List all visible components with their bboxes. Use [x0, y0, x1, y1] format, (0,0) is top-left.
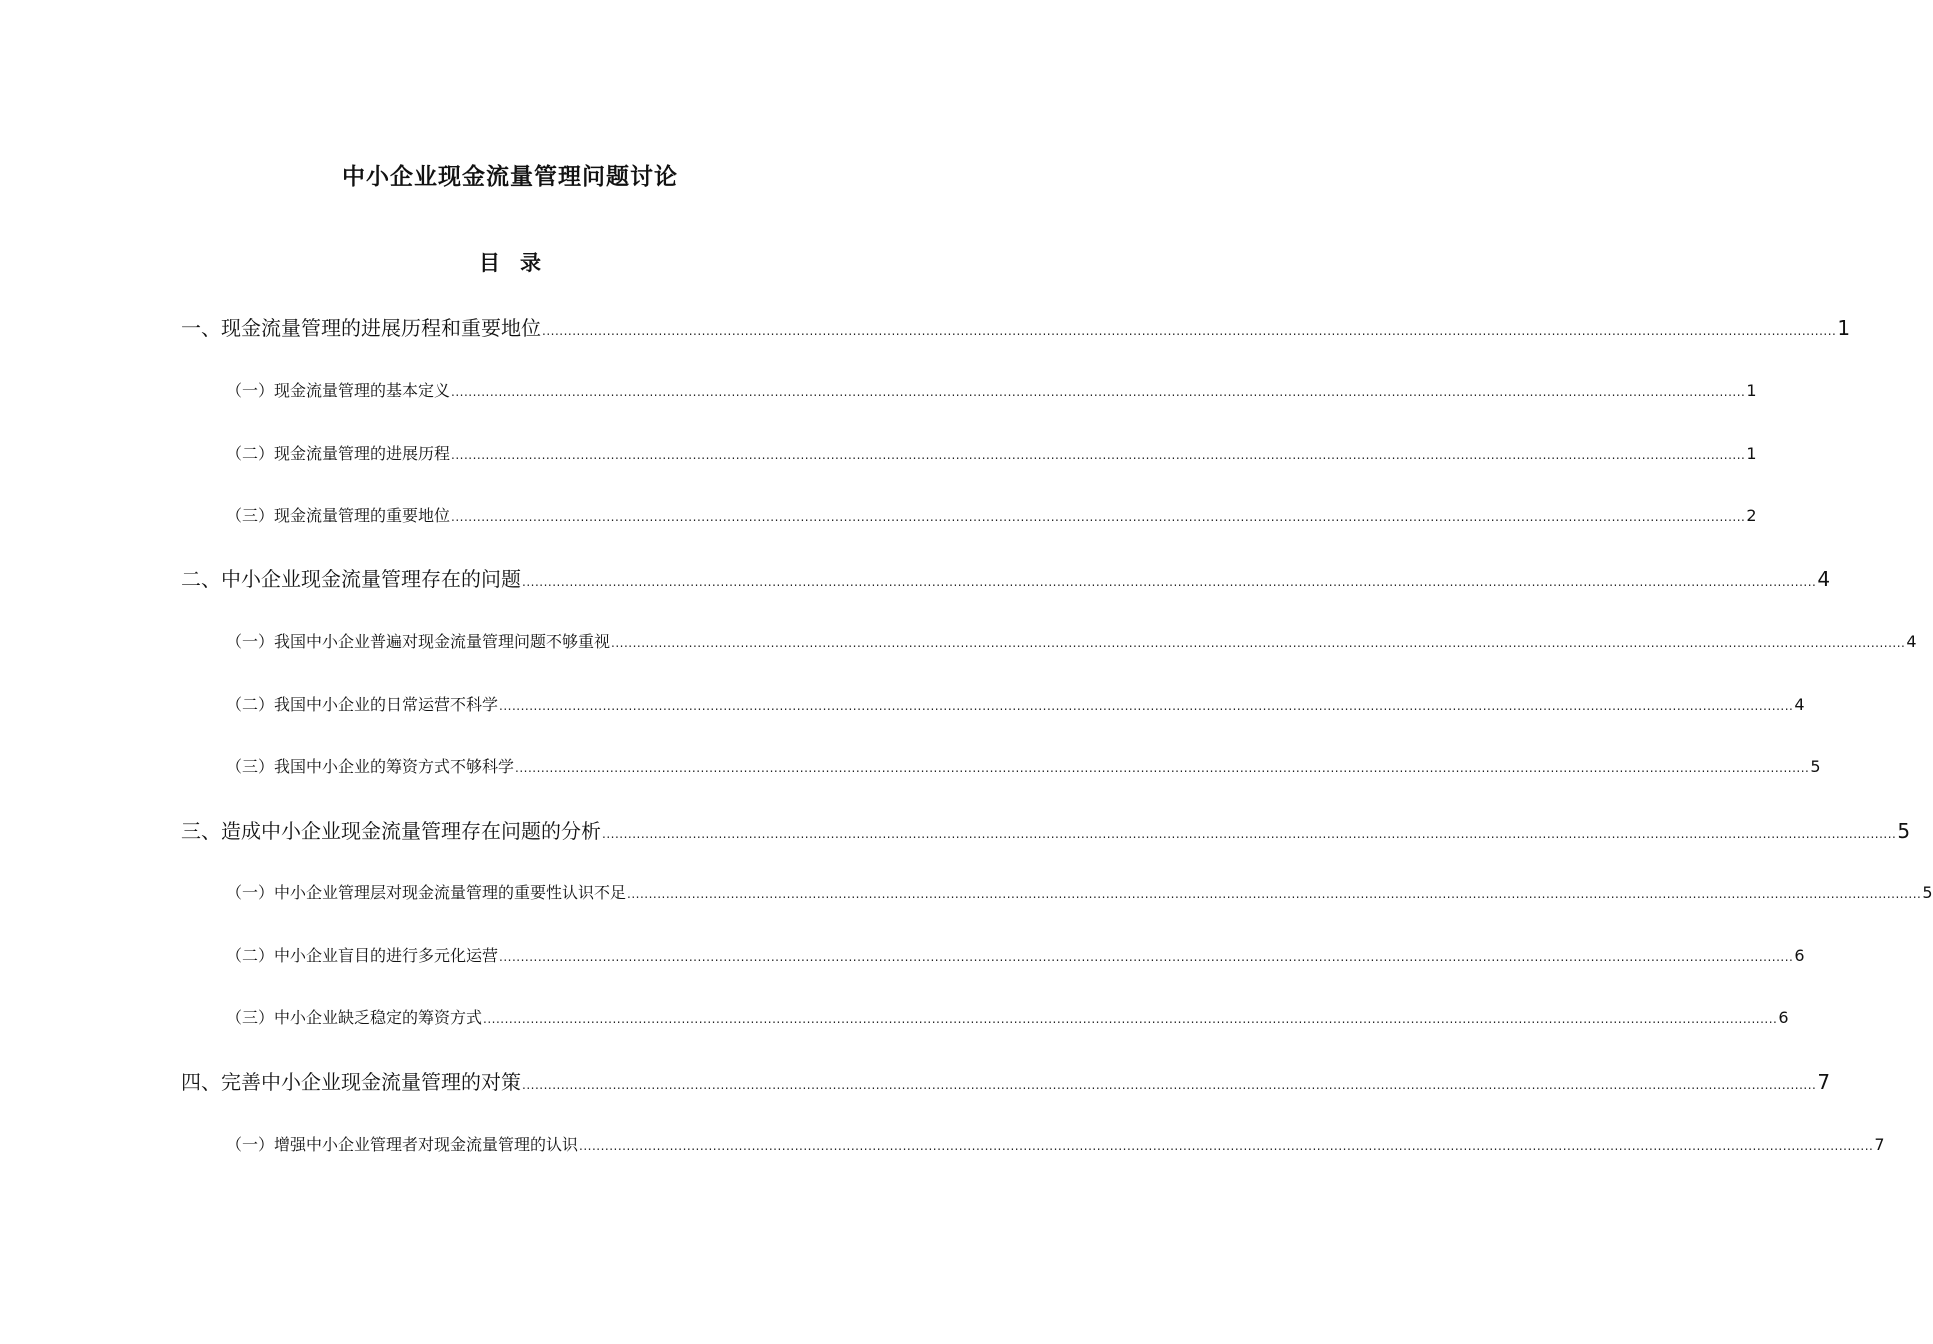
toc-leader-dots: ............................................................................................................................................................................................................................................................................................................: [451, 510, 1746, 524]
toc-entry-page: 6: [1778, 1008, 1789, 1027]
toc-leader-dots: ............................................................................................................................................................................................................................................................................................................: [451, 448, 1746, 462]
toc-entry: [226, 692, 1805, 715]
toc-entry: [181, 815, 1911, 844]
toc-entry-page: 1: [1746, 381, 1757, 400]
toc-entry: [181, 563, 1831, 592]
toc-entry: [226, 880, 1933, 903]
toc-entry-page: 1: [1746, 444, 1757, 463]
toc-entry-text: （一）现金流量管理的基本定义: [226, 381, 451, 400]
toc-entry: [226, 1005, 1789, 1028]
toc-entry: [181, 312, 1851, 341]
toc-entry: [226, 754, 1821, 777]
toc-entry: [226, 503, 1757, 526]
toc-leader-dots: ............................................................................................................................................................................................................................................................................................................: [611, 636, 1906, 650]
toc-entry-page: 4: [1817, 567, 1831, 591]
toc-leader-dots: ............................................................................................................................................................................................................................................................................................................: [515, 761, 1810, 775]
toc-entry-text: （一）增强中小企业管理者对现金流量管理的认识: [226, 1135, 579, 1154]
toc-leader-dots: ............................................................................................................................................................................................................................................................................................................: [522, 1078, 1817, 1092]
toc-entry-page: 1: [1837, 316, 1851, 340]
toc-entry-page: 6: [1794, 946, 1805, 965]
toc-entry-page: 4: [1906, 632, 1917, 651]
toc-leader-dots: ............................................................................................................................................................................................................................................................................................................: [579, 1139, 1874, 1153]
toc-entry: [226, 943, 1805, 966]
toc-entry-text: （三）中小企业缺乏稳定的筹资方式: [226, 1008, 483, 1027]
toc-entry-text: 四、完善中小企业现金流量管理的对策: [181, 1070, 521, 1094]
toc-entry-page: 5: [1810, 757, 1821, 776]
toc-leader-dots: ............................................................................................................................................................................................................................................................................................................: [627, 887, 1922, 901]
toc-heading: 目录: [479, 251, 561, 275]
document-title: 中小企业现金流量管理问题讨论: [342, 164, 678, 190]
toc-entry-text: （三）我国中小企业的筹资方式不够科学: [226, 757, 515, 776]
toc-entry-text: 三、造成中小企业现金流量管理存在问题的分析: [181, 819, 601, 843]
toc-leader-dots: ............................................................................................................................................................................................................................................................................................................: [499, 950, 1794, 964]
toc-entry-page: 7: [1874, 1135, 1885, 1154]
toc-entry-text: 二、中小企业现金流量管理存在的问题: [181, 567, 521, 591]
toc-entry: [226, 1132, 1885, 1155]
toc-entry-text: （一）我国中小企业普遍对现金流量管理问题不够重视: [226, 632, 611, 651]
toc-entry-page: 7: [1817, 1070, 1831, 1094]
toc-entry-text: （二）我国中小企业的日常运营不科学: [226, 695, 499, 714]
toc-entry-text: 一、现金流量管理的进展历程和重要地位: [181, 316, 541, 340]
toc-leader-dots: ............................................................................................................................................................................................................................................................................................................: [602, 827, 1897, 841]
toc-entry-page: 4: [1794, 695, 1805, 714]
toc-entry-text: （三）现金流量管理的重要地位: [226, 506, 451, 525]
toc-entry-page: 2: [1746, 506, 1757, 525]
toc-entry: [226, 441, 1757, 464]
toc-entry-page: 5: [1897, 819, 1911, 843]
toc-entry-text: （一）中小企业管理层对现金流量管理的重要性认识不足: [226, 883, 627, 902]
toc-entry: [226, 629, 1917, 652]
toc-entry: [226, 378, 1757, 401]
toc-leader-dots: ............................................................................................................................................................................................................................................................................................................: [451, 385, 1746, 399]
toc-entry: [181, 1066, 1831, 1095]
toc-entry-page: 5: [1922, 883, 1933, 902]
toc-leader-dots: ............................................................................................................................................................................................................................................................................................................: [522, 575, 1817, 589]
toc-entry-text: （二）现金流量管理的进展历程: [226, 444, 451, 463]
toc-leader-dots: ............................................................................................................................................................................................................................................................................................................: [542, 324, 1837, 338]
toc-leader-dots: ............................................................................................................................................................................................................................................................................................................: [483, 1012, 1778, 1026]
toc-leader-dots: ............................................................................................................................................................................................................................................................................................................: [499, 699, 1794, 713]
toc-entry-text: （二）中小企业盲目的进行多元化运营: [226, 946, 499, 965]
